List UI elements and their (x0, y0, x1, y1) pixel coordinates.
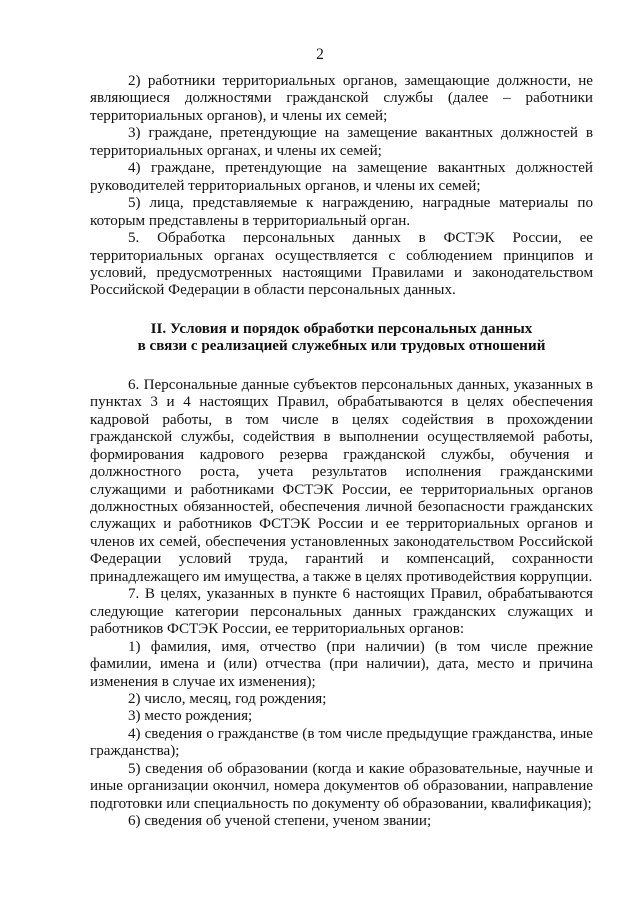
section-heading-line-2: в связи с реализацией служебных или трудовых отношений (137, 338, 546, 355)
category-1-full-name: 1) фамилия, имя, отчество (при наличии) (в том числе прежние фамилии, имена и (или) отчества (при наличии), дата, место и причина изменения в случае их изменения); (90, 638, 593, 690)
category-2-birth-date: 2) число, месяц, год рождения; (128, 690, 327, 707)
document-body (90, 73, 593, 831)
category-3-birth-place: 3) место рождения; (128, 708, 253, 725)
clause-7-categories: 7. В целях, указанных в пункте 6 настоящих Правил, обрабатываются следующие категории персональных данных гражданских служащих и работников ФСТЭК России, ее территориальных органов: (90, 586, 593, 638)
item-4-candidates-heads: 4) граждане, претендующие на замещение вакантных должностей руководителей территориальных органов, и члены их семей; (90, 160, 593, 194)
item-2-employees: 2) работники территориальных органов, замещающие должности, не являющиеся должностями гражданской службы (далее – работники территориальных органов), и члены их семей; (90, 73, 593, 124)
clause-6-purposes: 6. Персональные данные субъектов персональных данных, указанных в пунктах 3 и 4 настоящих Правил, обрабатываются в целях обеспечения кадровой работы, в том числе в целях содействия в прохождении гражданской службы, содействия в выполнении осуществляемой работы, формирования кадрового резерва гражданской службы, обучения и должностного роста, учета результатов исполнения гражданскими служащими и работниками ФСТЭК России, ее территориальных органов должностных обязанностей, обеспечения личной безопасности гражданских служащих и работников ФСТЭК России и ее территориальных органов и членов их семей, обеспечения установленных законодательством Российской Федерации условий труда, гарантий и компенсаций, сохранности принадлежащего им имущества, а также в целях противодействия коррупции. (90, 376, 593, 585)
category-6-academic-degree: 6) сведения об ученой степени, ученом звании; (128, 813, 432, 830)
category-4-citizenship: 4) сведения о гражданстве (в том числе предыдущие гражданства, иные гражданства); (90, 725, 593, 760)
category-5-education: 5) сведения об образовании (когда и какие образовательные, научные и иные организации окончил, номера документов об образовании, направление подготовки или специальность по документу об образовании, квалификация); (90, 760, 593, 812)
section-heading-line-1: II. Условия и порядок обработки персональных данных (150, 320, 533, 337)
item-3-candidates: 3) граждане, претендующие на замещение вакантных должностей в территориальных органах, и члены их семей; (90, 125, 593, 159)
item-5-award-nominees: 5) лица, представляемые к награждению, наградные материалы по которым представлены в территориальный орган. (90, 195, 593, 229)
section-heading (90, 321, 593, 356)
clause-5-processing-principles: 5. Обработка персональных данных в ФСТЭК России, ее территориальных органах осуществляется с соблюдением принципов и условий, предусмотренных настоящими Правилами и законодательством Российской Федерации в области персональных данных. (90, 230, 593, 299)
page-number: 2 (316, 46, 324, 63)
